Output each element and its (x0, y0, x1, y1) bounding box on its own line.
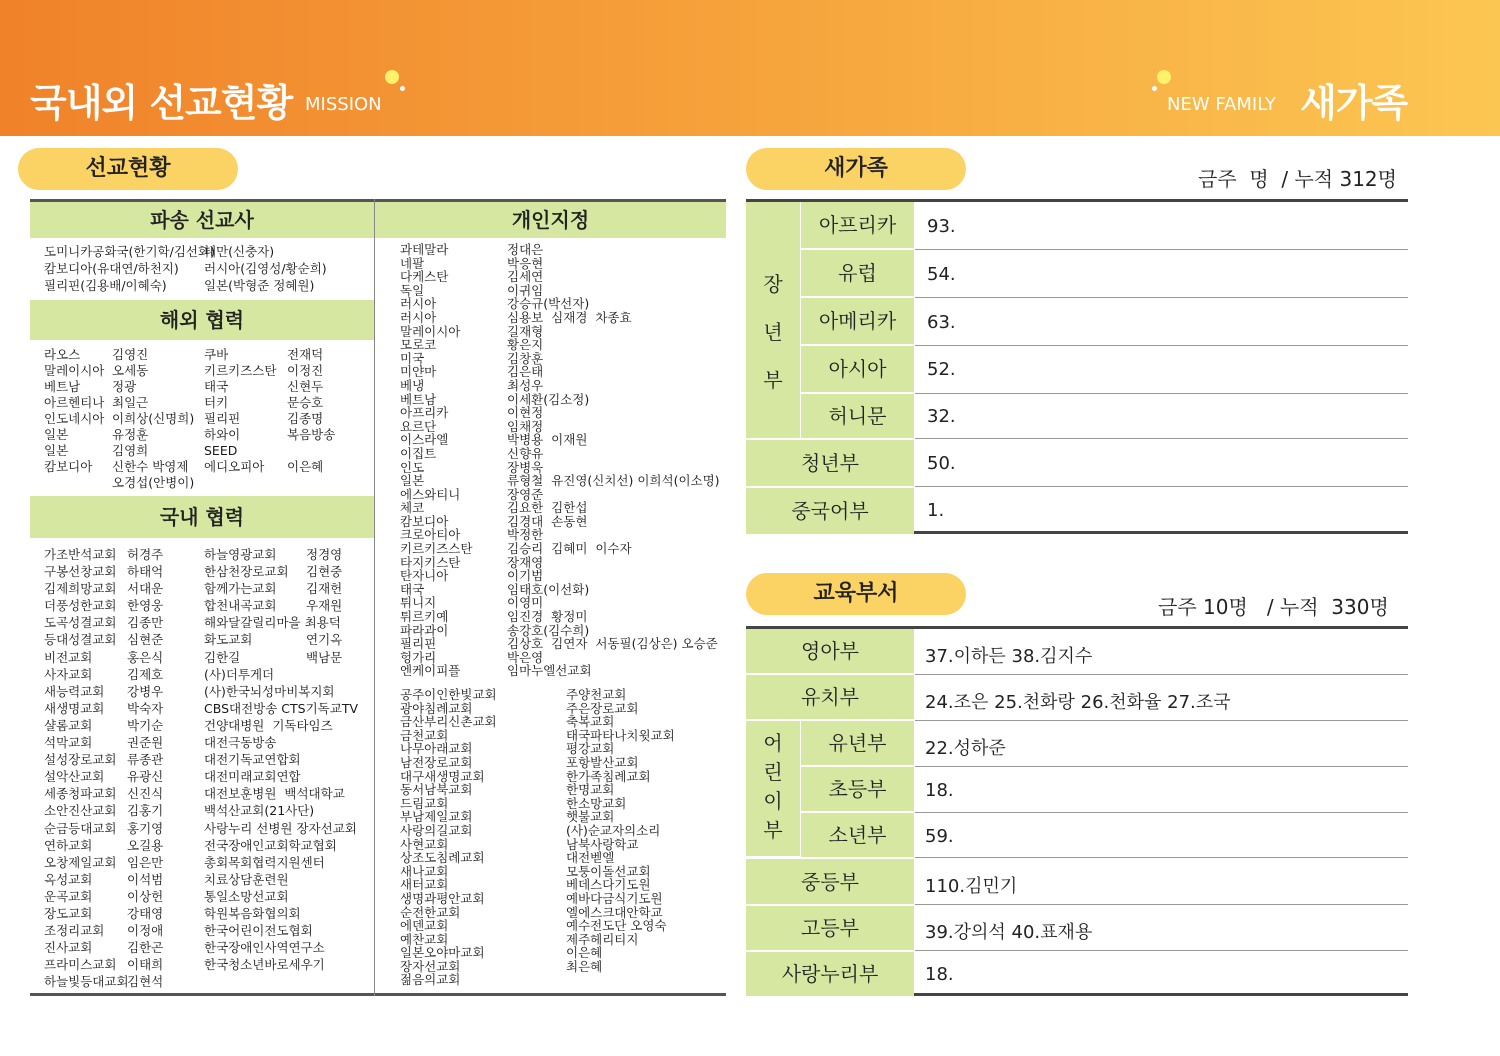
group-label-children: 어 린 이 부 (746, 721, 800, 856)
row-label: 아시아 (801, 346, 914, 393)
row-value: 59. (925, 826, 954, 847)
row-line (915, 674, 1408, 675)
row-value: 18. (925, 964, 954, 985)
row-line (915, 766, 1408, 767)
row-value: 54. (927, 264, 956, 285)
dot-icon (400, 86, 405, 91)
dot-icon (1152, 86, 1157, 91)
row-label: 유치부 (746, 675, 914, 720)
education-stat: 금주 10명 / 누적 330명 (1158, 595, 1389, 619)
row-value: 18. (925, 780, 954, 801)
personal-header: 개인지정 (375, 202, 726, 238)
row-label: 소년부 (801, 813, 914, 857)
overseas-header: 해외 협력 (30, 300, 374, 340)
row-value: 39.강의석 40.표재용 (925, 922, 1093, 943)
row-value: 24.조은 25.천화랑 26.천화율 27.조국 (925, 692, 1231, 713)
domestic-list-3: 하늘영광교회 한삼천장로교회 함께가는교회 합천내곡교회 해와달갈릴리마을 최용덕 화도교회 김한길 (사)더투게더 (사)한국뇌성마비복지회 CBS대전방송 CTS기독교TV 건양대병원 기독타임즈 대전극동방송 대전기독교연합회 대전미래교회연합 대전보훈병원 백석대학교 백석산교회(21사단) 사랑누리 선병원 장자선교회 전국장애인교회학교협회 총회목회협력지원센터 치료상담훈련원 통일소망선교회 학원복음화협의회 한국어린이전도협회 한국장애인사역연구소 한국청소년바로세우기 (204, 547, 359, 973)
education-pill: 교육부서 (746, 573, 966, 615)
row-line (915, 904, 1408, 905)
dot-icon (385, 70, 399, 84)
domestic-header: 국내 협력 (30, 496, 374, 538)
row-label: 아프리카 (801, 202, 914, 249)
column-divider (374, 199, 375, 996)
personal-names: 정대은 박응현 김세연 이귀임 강승규(박선자) 심용보 심재경 차종효 길재형 황은지 김창훈 김은태 최성우 이세환(김소정) 이현정 임채정 박병용 이재원 신향유 장병욱 류형철 유진영(신치선) 이희석(이소명) 장영준 김요한 김한섭 김경대 손동현 박정한 김승리 김혜미 이수자 장재영 이기범 임태호(이선화) 이영미 임진경 황정미 송강호(김수희) 김상호 김연자 서동필(김상은) 오승준 박은영 임마누엘선교회 (507, 242, 720, 679)
row-label: 유럽 (801, 250, 914, 297)
group-label-adults: 장 년 부 (746, 202, 800, 438)
mission-subtitle: MISSION (305, 94, 382, 115)
domestic-list-1: 가조반석교회 구봉선창교회 김제희망교회 더풍성한교회 도곡성결교회 등대성결교회 비전교회 사자교회 새능력교회 새생명교회 샬롬교회 석막교회 설성장로교회 설악산교회 세종청파교회 소안진산교회 순금등대교회 연하교회 오창제일교회 옥성교회 운곡교회 장도교회 조정리교회 진사교회 프라미스교회 하늘빛등대교회 (44, 547, 129, 990)
churches-list-1: 공주이인한빛교회 광야침례교회 금산부리신촌교회 금천교회 나무아래교회 남전장로교회 대구새생명교회 동서남북교회 드림교회 부남제일교회 사랑의길교회 사현교회 상조도침례교회 새나교회 새터교회 생명과평안교회 순전한교회 에덴교회 예찬교회 일본오야마교회 장자선교회 젊음의교회 (400, 687, 497, 988)
row-value: 93. (927, 216, 956, 237)
row-line (915, 297, 1408, 298)
row-value: 1. (927, 500, 945, 521)
row-line (915, 393, 1408, 394)
row-value: 63. (927, 312, 956, 333)
newfamily-stat: 금주 명 / 누적 312명 (1198, 167, 1397, 191)
row-label: 중등부 (746, 858, 914, 904)
overseas-list-4: 전재덕 이정진 신현두 문승호 김종명 복음방송 이은혜 (287, 347, 336, 474)
row-line (915, 249, 1408, 250)
overseas-list-1: 라오스 말레이시아 베트남 아르헨티나 인도네시아 일본 일본 캄보디아 (44, 347, 105, 474)
row-value: 22.성하준 (925, 738, 1006, 759)
newfamily-table (746, 199, 1408, 534)
newfamily-pill: 새가족 (746, 148, 966, 190)
overseas-list-2: 김영진 오세동 정광 최일근 이희상(신명희) 유정훈 김영희 신한수 박영제 오경섭(안병이) (112, 347, 195, 490)
churches-list-2: 주양천교회 주은장로교회 축복교회 태국파타나치윗교회 평강교회 포항발산교회 한가족침례교회 한명교회 한소망교회 햇불교회 (사)순교자의소리 남북사랑학교 대전벧엘 모퉁이돌선교회 베데스다기도원 예바다금식기도원 엘에스크대안학교 예수전도단 오영숙 제주헤리티지 이은혜 최은혜 (566, 687, 675, 974)
header-banner (0, 0, 1500, 136)
row-line (915, 720, 1408, 721)
row-label: 유년부 (801, 721, 914, 766)
row-value: 52. (927, 359, 956, 380)
row-line (915, 345, 1408, 346)
row-line (915, 438, 1408, 439)
dot-icon (1157, 70, 1171, 84)
row-label: 청년부 (746, 439, 914, 486)
newfamily-subtitle: NEW FAMILY (1167, 94, 1276, 115)
row-label: 허니문 (801, 394, 914, 438)
dispatch-list-2: 대만(신충자) 러시아(김영성/황순희) 일본(박형준 정혜원) (204, 244, 327, 293)
overseas-list-3: 쿠바 키르키즈스탄 태국 터키 필리핀 하와이 SEED 에디오피아 (204, 347, 277, 474)
row-value: 50. (927, 453, 956, 474)
row-label: 초등부 (801, 767, 914, 812)
row-line (915, 812, 1408, 813)
newfamily-title: 새가족 (1300, 81, 1408, 125)
row-line (915, 857, 1408, 858)
row-value: 32. (927, 406, 956, 427)
mission-title: 국내외 선교현황 (30, 81, 293, 125)
education-table (746, 626, 1408, 996)
row-label: 고등부 (746, 905, 914, 950)
row-label: 아메리카 (801, 298, 914, 345)
dispatch-list-1: 도미니카공화국(한기학/김선화) 캄보디아(유대연/하천지) 필리핀(김용배/이혜숙) (44, 244, 215, 293)
row-value: 37.이하든 38.김지수 (925, 646, 1093, 667)
domestic-list-4: 정경영 김현중 김재헌 우재원 연기옥 백남문 (306, 547, 343, 665)
row-line (915, 486, 1408, 487)
personal-countries: 과테말라 네팔 다케스탄 독일 러시아 러시아 말레이시아 모로코 미국 미얀마 베냉 베트남 아프리카 요르단 이스라엘 이집트 인도 일본 에스와티니 체코 캄보디아 크로아티아 키르키즈스탄 타지키스탄 탄자니아 태국 튀니지 튀르키예 파라과이 필리핀 헝가리 엔케이피플 (400, 242, 473, 679)
row-label: 사랑누리부 (746, 951, 914, 996)
dispatch-header: 파송 선교사 (30, 202, 374, 238)
row-label: 영아부 (746, 629, 914, 674)
mission-pill: 선교현황 (18, 148, 238, 190)
row-label: 중국어부 (746, 487, 914, 534)
row-value: 110.김민기 (925, 876, 1018, 897)
domestic-list-2: 허경주 하태억 서대운 한영웅 김종만 심현준 홍은식 김제호 강병우 박숙자 박기순 권준원 류종관 유광신 신진식 김홍기 홍기영 오길용 임은만 이석범 이상헌 강태영 이정애 김한곤 이태희 김현석 (127, 547, 164, 990)
row-line (915, 950, 1408, 951)
